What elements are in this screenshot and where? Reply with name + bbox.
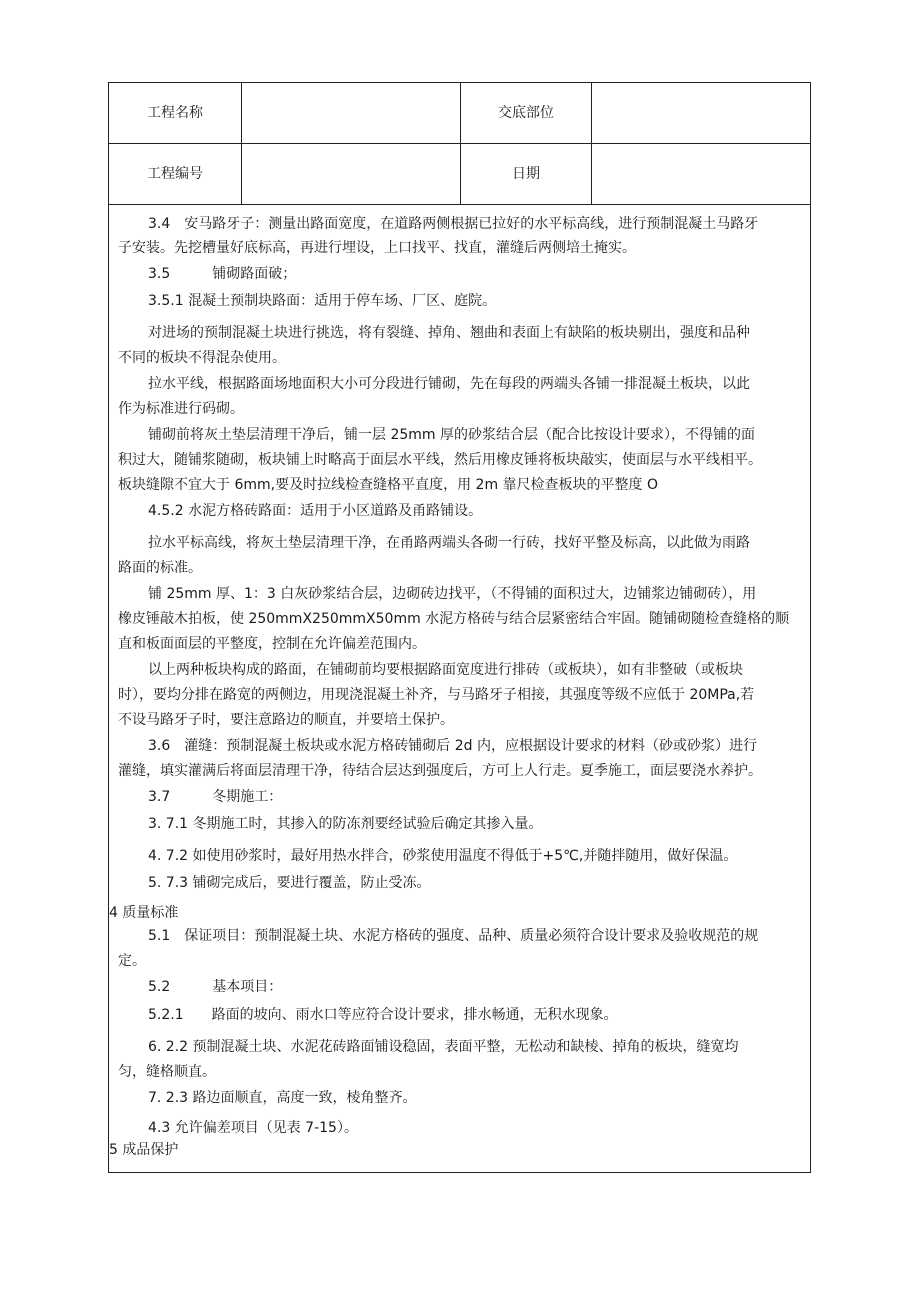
body-line: 4.5.2 水泥方格砖路面：适用于小区道路及甬路铺设。 [148,503,483,519]
section-heading: 4 质量标准 [109,905,179,921]
body-line: 定。 [118,953,146,969]
section-heading: 5 成品保护 [109,1142,179,1158]
body-line: 直和板面面层的平整度，控制在允许偏差范围内。 [118,636,426,652]
body-line: 5. 7.3 铺砌完成后，要进行覆盖，防止受冻。 [148,875,431,891]
body-line: 3.6 灌缝：预制混凝土板块或水泥方格砖铺砌后 2d 内，应根据设计要求的材料（砂或砂浆）进行 [148,738,757,754]
body-line: 不设马路牙子时，要注意路边的顺直，并要培土保护。 [118,712,454,728]
body-line: 路面的标准。 [118,560,202,576]
body-line: 4. 7.2 如使用砂浆时，最好用热水拌合，砂浆使用温度不得低于+5℃,并随拌随用，做好保温。 [148,848,738,864]
body-line: 铺砌前将灰土垫层清理干净后，铺一层 25mm 厚的砂浆结合层（配合比按设计要求），不得铺的面 [148,427,755,443]
body-line: 不同的板块不得混杂使用。 [118,350,286,366]
body-line: 3.4 安马路牙子：测量出路面宽度，在道路两侧根据已拉好的水平标高线，进行预制混凝土马路牙 [148,216,759,232]
body-line: 5.2 基本项目： [148,979,283,995]
divider [241,83,242,205]
project-name-value [242,83,460,144]
body-line: 橡皮锤敲木拍板，使 250mmX250mmX50mm 水泥方格砖与结合层紧密结合牢固。随铺砌随检查缝格的顺 [118,611,790,627]
body-line: 积过大，随铺浆随砌，板块铺上时略高于面层水平线，然后用橡皮锤将板块敲实，使面层与水平线相平。 [118,452,762,468]
body-line: 4.3 允许偏差项目（见表 7-15）。 [148,1120,358,1136]
body-line: 拉水平线，根据路面场地面积大小可分段进行铺砌，先在每段的两端头各铺一排混凝土板块，以此 [148,376,750,392]
project-no-value [242,144,460,205]
body-line: 7. 2.3 路边面顺直，高度一致，棱角整齐。 [148,1090,417,1106]
body-line: 拉水平标高线，将灰土垫层清理干净，在甬路两端头各砌一行砖，找好平整及标高，以此做为雨路 [148,535,750,551]
project-no-label: 工程编号 [147,166,203,182]
document-frame [108,82,811,1173]
date-value [592,144,810,205]
body-line: 匀，缝格顺直。 [118,1064,216,1080]
body-line: 3.5.1 混凝土预制块路面：适用于停车场、厂区、庭院。 [148,293,497,309]
body-line: 5.1 保证项目：预制混凝土块、水泥方格砖的强度、品种、质量必须符合设计要求及验收规范的规 [148,928,759,944]
body-line: 5.2.1 路面的坡向、雨水口等应符合设计要求，排水畅通，无积水现象。 [148,1007,618,1023]
handover-part-value [592,83,810,144]
body-line: 铺 25mm 厚、1：3 白灰砂浆结合层，边砌砖边找平，（不得铺的面积过大，边铺浆边铺砌砖），用 [148,586,757,602]
body-line: 3. 7.1 冬期施工时，其掺入的防冻剂要经试验后确定其掺入量。 [148,816,543,832]
body-line: 对进场的预制混凝土块进行挑选，将有裂缝、掉角、翘曲和表面上有缺陷的板块剔出，强度和品种 [148,325,750,341]
body-line: 3.5 铺砌路面破； [148,266,297,282]
divider [460,83,461,205]
body-line: 子安装。先挖槽量好底标高，再进行埋设，上口找平、找直，灌缝后两侧培土掩实。 [118,240,636,256]
body-line: 时），要均分排在路宽的两侧边，用现浇混凝土补齐，与马路牙子相接，其强度等级不应低于 20MPa,若 [118,687,755,703]
body-line: 作为标准进行码砌。 [118,401,244,417]
body-line: 以上两种板块构成的路面，在铺砌前均要根据路面宽度进行排砖（或板块），如有非整破（或板块 [148,662,743,678]
body-line: 3.7 冬期施工： [148,789,283,805]
body-line: 板块缝隙不宜大于 6mm,要及时拉线检查缝格平直度，用 2m 靠尺检查板块的平整度 O [118,477,658,493]
date-label: 日期 [512,166,540,182]
divider [591,83,592,205]
body-line: 灌缝，填实灌满后将面层清理干净，待结合层达到强度后，方可上人行走。夏季施工，面层要浇水养护。 [118,763,762,779]
body-line: 6. 2.2 预制混凝土块、水泥花砖路面铺设稳固，表面平整，无松动和缺棱、掉角的板块，缝宽均 [148,1039,739,1055]
handover-part-label: 交底部位 [498,105,554,121]
project-name-label: 工程名称 [147,105,203,121]
